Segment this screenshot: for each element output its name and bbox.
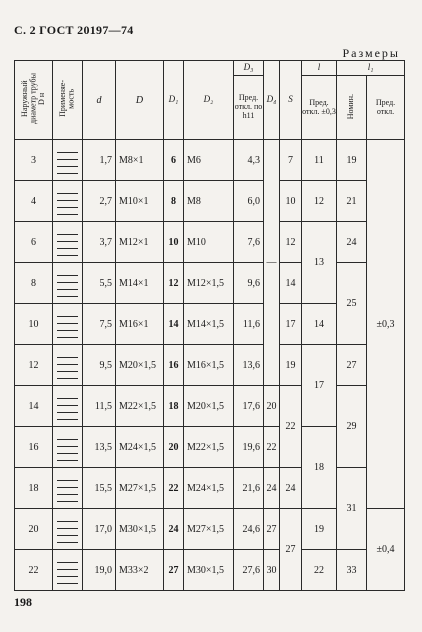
col-D2-header: D₂ <box>184 61 234 140</box>
cell-D1: 22 <box>164 468 184 509</box>
cell-prim <box>53 222 83 263</box>
cell-dev-04: ±0,4 <box>367 509 405 591</box>
cell-l: 19 <box>302 509 337 550</box>
cell-D2: M20×1,5 <box>184 386 234 427</box>
cell-d: 15,5 <box>83 468 116 509</box>
cell-D2: M14×1,5 <box>184 304 234 345</box>
col-l1-header: l₁ <box>337 61 405 76</box>
table-row <box>15 550 405 591</box>
cell-prim <box>53 386 83 427</box>
cell-l-17: 17 <box>302 345 337 427</box>
cell-D4: 27 <box>264 509 280 550</box>
cell-D2: M16×1,5 <box>184 345 234 386</box>
cell-D3: 19,6 <box>234 427 264 468</box>
cell-D3: 13,6 <box>234 345 264 386</box>
cell-l: 11 <box>302 140 337 181</box>
col-dn-header: Наружный диаметр трубы D н <box>15 61 53 140</box>
cell-dn: 14 <box>15 386 53 427</box>
col-D4-header: D₄ <box>264 61 280 140</box>
col-d-header: d <box>83 61 116 140</box>
cell-D3: 17,6 <box>234 386 264 427</box>
cell-prim <box>53 140 83 181</box>
cell-D1: 14 <box>164 304 184 345</box>
cell-D3: 6,0 <box>234 181 264 222</box>
cell-D: M30×1,5 <box>116 509 164 550</box>
cell-d: 9,5 <box>83 345 116 386</box>
cell-l1: 33 <box>337 550 367 591</box>
cell-D2: M22×1,5 <box>184 427 234 468</box>
cell-D2: M10 <box>184 222 234 263</box>
cell-l1: 19 <box>337 140 367 181</box>
cell-prim <box>53 345 83 386</box>
cell-prim <box>53 468 83 509</box>
cell-dev-03: ±0,3 <box>367 140 405 509</box>
col-S-header: S <box>280 61 302 140</box>
cell-D4: 24 <box>264 468 280 509</box>
col-l1-nom: Номин. <box>337 76 367 140</box>
cell-l-18: 18 <box>302 427 337 509</box>
cell-prim <box>53 181 83 222</box>
cell-l1-25: 25 <box>337 263 367 345</box>
cell-dn: 3 <box>15 140 53 181</box>
cell-S: 17 <box>280 304 302 345</box>
table-row <box>15 140 405 181</box>
col-l1-dev: Пред. откл. <box>367 76 405 140</box>
col-D3-sub: Пред. откл. по h11 <box>234 76 264 140</box>
cell-D3: 24,6 <box>234 509 264 550</box>
cell-S-22: 22 <box>280 386 302 468</box>
table-row <box>15 386 405 427</box>
cell-D3: 9,6 <box>234 263 264 304</box>
cell-D4: 20 <box>264 386 280 427</box>
cell-D1: 18 <box>164 386 184 427</box>
cell-D: M33×2 <box>116 550 164 591</box>
cell-dn: 4 <box>15 181 53 222</box>
cell-D: M10×1 <box>116 181 164 222</box>
cell-d: 2,7 <box>83 181 116 222</box>
cell-l: 22 <box>302 550 337 591</box>
table-row <box>15 222 405 263</box>
cell-D1: 8 <box>164 181 184 222</box>
dimensions-table <box>14 60 405 591</box>
col-D-header: D <box>116 61 164 140</box>
cell-D3: 21,6 <box>234 468 264 509</box>
cell-D2: M30×1,5 <box>184 550 234 591</box>
cell-S: 19 <box>280 345 302 386</box>
cell-dn: 18 <box>15 468 53 509</box>
cell-D1: 27 <box>164 550 184 591</box>
cell-l1: 21 <box>337 181 367 222</box>
cell-prim <box>53 550 83 591</box>
cell-D2: M6 <box>184 140 234 181</box>
cell-d: 11,5 <box>83 386 116 427</box>
cell-D: M27×1,5 <box>116 468 164 509</box>
cell-d: 17,0 <box>83 509 116 550</box>
cell-D: M8×1 <box>116 140 164 181</box>
cell-D1: 24 <box>164 509 184 550</box>
cell-dn: 16 <box>15 427 53 468</box>
cell-d: 5,5 <box>83 263 116 304</box>
cell-l: 14 <box>302 304 337 345</box>
col-prim-header: Применяе- мость <box>53 61 83 140</box>
cell-D4: 30 <box>264 550 280 591</box>
cell-prim <box>53 304 83 345</box>
sizes-label: Размеры <box>342 46 400 60</box>
cell-D: M16×1 <box>116 304 164 345</box>
cell-l: 12 <box>302 181 337 222</box>
cell-D: M20×1,5 <box>116 345 164 386</box>
cell-D3: 27,6 <box>234 550 264 591</box>
page-number: 198 <box>14 595 32 609</box>
cell-prim <box>53 509 83 550</box>
cell-l1: 27 <box>337 345 367 386</box>
cell-prim <box>53 263 83 304</box>
col-D1-header: D₁ <box>164 61 184 140</box>
cell-d: 13,5 <box>83 427 116 468</box>
cell-D: M12×1 <box>116 222 164 263</box>
table-row <box>15 263 405 304</box>
cell-D2: M24×1,5 <box>184 468 234 509</box>
cell-S: 12 <box>280 222 302 263</box>
cell-D2: M27×1,5 <box>184 509 234 550</box>
cell-d: 7,5 <box>83 304 116 345</box>
cell-D1: 16 <box>164 345 184 386</box>
cell-D: M14×1 <box>116 263 164 304</box>
cell-D1: 20 <box>164 427 184 468</box>
cell-S: 7 <box>280 140 302 181</box>
cell-dn: 22 <box>15 550 53 591</box>
col-D3-header: D₃ <box>234 61 264 76</box>
cell-D: M22×1,5 <box>116 386 164 427</box>
cell-D1: 12 <box>164 263 184 304</box>
cell-dn: 6 <box>15 222 53 263</box>
cell-D1: 6 <box>164 140 184 181</box>
cell-dn: 8 <box>15 263 53 304</box>
cell-l1-29: 29 <box>337 386 367 468</box>
cell-D: M24×1,5 <box>116 427 164 468</box>
cell-d: 19,0 <box>83 550 116 591</box>
cell-d: 3,7 <box>83 222 116 263</box>
cell-D2: M12×1,5 <box>184 263 234 304</box>
cell-S: 10 <box>280 181 302 222</box>
cell-D3: 4,3 <box>234 140 264 181</box>
cell-l-13: 13 <box>302 222 337 304</box>
col-l-header: l <box>302 61 337 76</box>
cell-D2: M8 <box>184 181 234 222</box>
cell-l1-31: 31 <box>337 468 367 550</box>
cell-S: 24 <box>280 468 302 509</box>
cell-S: 14 <box>280 263 302 304</box>
cell-D3: 7,6 <box>234 222 264 263</box>
cell-D1: 10 <box>164 222 184 263</box>
cell-l1: 24 <box>337 222 367 263</box>
table-row <box>15 468 405 509</box>
cell-D4: 22 <box>264 427 280 468</box>
table-row <box>15 345 405 386</box>
table-row <box>15 181 405 222</box>
page-header: С. 2 ГОСТ 20197—74 <box>14 23 134 37</box>
cell-prim <box>53 427 83 468</box>
cell-d: 1,7 <box>83 140 116 181</box>
cell-D3: 11,6 <box>234 304 264 345</box>
cell-dn: 20 <box>15 509 53 550</box>
cell-dn: 10 <box>15 304 53 345</box>
cell-D4-dash: — <box>264 140 280 386</box>
cell-dn: 12 <box>15 345 53 386</box>
col-l-sub: Пред. откл. ±0,3 <box>302 76 337 140</box>
cell-S-27: 27 <box>280 509 302 591</box>
